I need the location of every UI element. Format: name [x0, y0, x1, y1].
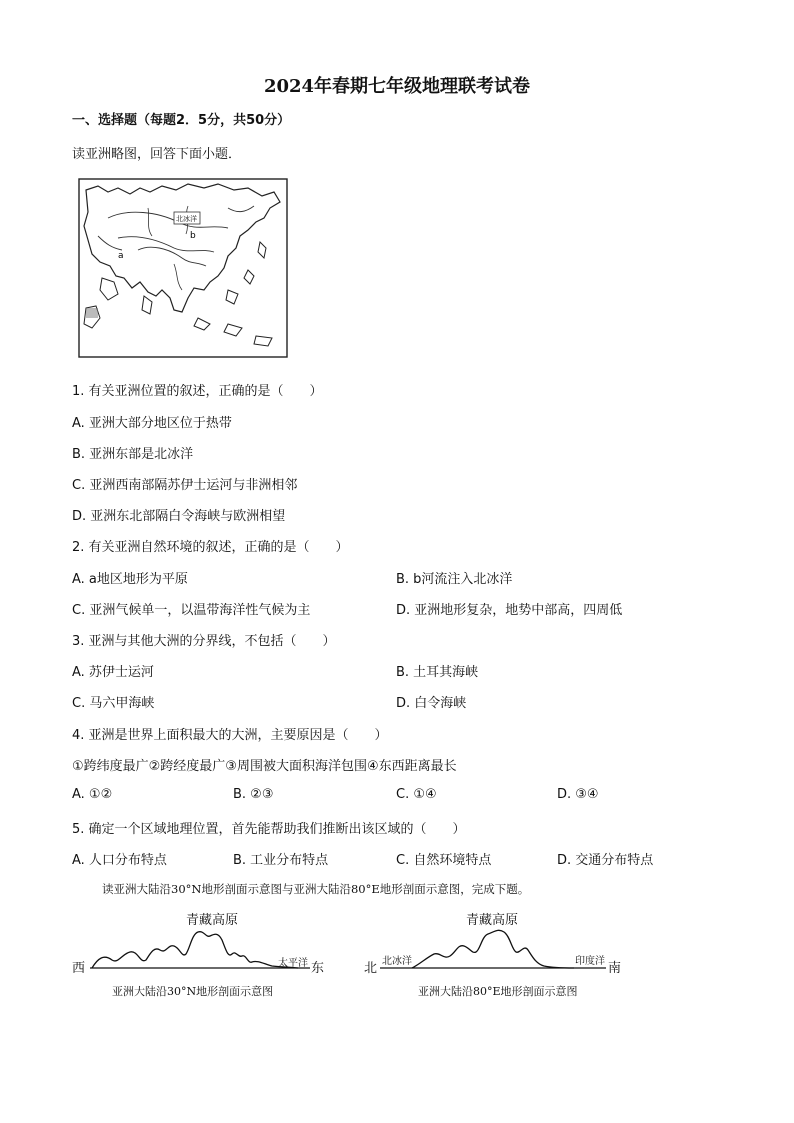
q2-option-d[interactable]: D. 亚洲地形复杂，地势中部高，四周低	[396, 603, 623, 618]
q2-stem: 2. 有关亚洲自然环境的叙述，正确的是（ ）	[72, 540, 349, 555]
profile2-ocean-right-label: 印度洋	[575, 956, 605, 967]
q2-option-a[interactable]: A. a地区地形为平原	[72, 572, 188, 587]
profile2-caption: 亚洲大陆沿80°E地形剖面示意图	[418, 985, 578, 998]
profile2-south-label: 南	[608, 961, 622, 976]
q2-option-c[interactable]: C. 亚洲气候单一，以温带海洋性气候为主	[72, 603, 311, 618]
profile1-ocean-label: 太平洋	[278, 958, 308, 969]
q3-stem: 3. 亚洲与其他大洲的分界线，不包括（ ）	[72, 634, 336, 649]
q3-option-d[interactable]: D. 白令海峡	[396, 696, 467, 711]
q5-option-a[interactable]: A. 人口分布特点	[72, 853, 167, 868]
q5-option-d[interactable]: D. 交通分布特点	[557, 853, 654, 868]
profile1-west-label: 西	[72, 961, 86, 976]
asia-map-drawing	[78, 178, 288, 358]
profile1-east-label: 东	[311, 961, 325, 976]
q4-statements: ①跨纬度最广②跨经度最广③周围被大面积海洋包围④东西距离最长	[72, 759, 457, 774]
q1-option-c[interactable]: C. 亚洲西南部隔苏伊士运河与非洲相邻	[72, 478, 298, 493]
map-label-b: b	[190, 231, 196, 241]
profile-intro: 读亚洲大陆沿30°N地形剖面示意图与亚洲大陆沿80°E地形剖面示意图，完成下题。	[102, 882, 530, 896]
map-label-a: a	[118, 251, 124, 261]
q3-option-b[interactable]: B. 土耳其海峡	[396, 665, 479, 680]
q3-option-a[interactable]: A. 苏伊士运河	[72, 665, 154, 680]
q4-option-a[interactable]: A. ①②	[72, 787, 113, 802]
q3-option-c[interactable]: C. 马六甲海峡	[72, 696, 155, 711]
q5-option-b[interactable]: B. 工业分布特点	[233, 853, 329, 868]
q1-option-d[interactable]: D. 亚洲东北部隔白令海峡与欧洲相望	[72, 509, 286, 524]
profile2-drawing	[378, 924, 610, 972]
asia-map	[78, 178, 288, 358]
q5-stem: 5. 确定一个区域地理位置，首先能帮助我们推断出该区域的（ ）	[72, 822, 466, 837]
q4-option-c[interactable]: C. ①④	[396, 787, 437, 802]
profile1-caption: 亚洲大陆沿30°N地形剖面示意图	[112, 985, 274, 998]
exam-title: 2024年春期七年级地理联考试卷	[263, 76, 531, 97]
profile2-plateau-label: 青藏高原	[466, 913, 519, 928]
q1-option-a[interactable]: A. 亚洲大部分地区位于热带	[72, 416, 232, 431]
q4-option-d[interactable]: D. ③④	[557, 787, 599, 802]
map-intro: 读亚洲略图，回答下面小题．	[72, 147, 242, 162]
q4-stem: 4. 亚洲是世界上面积最大的大洲，主要原因是（ ）	[72, 728, 388, 743]
section-heading: 一、选择题（每题2．5分，共50分）	[72, 113, 291, 128]
map-box-label: 北冰洋	[176, 215, 197, 223]
q1-stem: 1. 有关亚洲位置的叙述，正确的是（ ）	[72, 384, 323, 399]
profile2-north-label: 北	[364, 961, 378, 976]
q5-option-c[interactable]: C. 自然环境特点	[396, 853, 492, 868]
profile2-ocean-left-label: 北冰洋	[382, 956, 412, 967]
q1-option-b[interactable]: B. 亚洲东部是北冰洋	[72, 447, 194, 462]
profile1-drawing	[88, 924, 314, 972]
q4-option-b[interactable]: B. ②③	[233, 787, 274, 802]
profile1-plateau-label: 青藏高原	[186, 913, 239, 928]
q2-option-b[interactable]: B. b河流注入北冰洋	[396, 572, 513, 587]
